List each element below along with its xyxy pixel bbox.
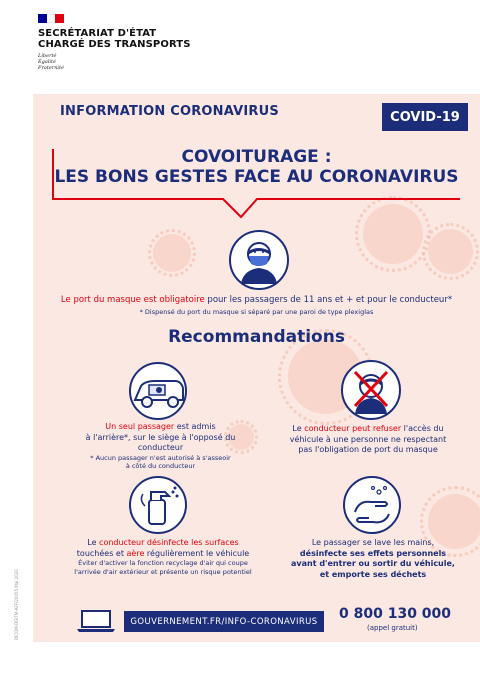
reco4-line-3: avant d'entrer ou sortir du véhicule, xyxy=(291,559,455,568)
masked-person-icon xyxy=(229,230,289,290)
phone-number[interactable]: 0 800 130 000 xyxy=(339,606,452,622)
marianne-flag-icon xyxy=(38,14,64,23)
hand-washing-icon xyxy=(343,476,401,534)
reco2-prefix: Le xyxy=(292,424,305,433)
reco3-note-1: Éviter d'activer la fonction recyclage d'air qui coupe xyxy=(78,559,248,567)
reco3-highlight-1: conducteur désinfecte les surfaces xyxy=(99,538,239,547)
ministry-line-2: CHARGÉ DES TRANSPORTS xyxy=(38,39,191,50)
recommendations-title: Recommandations xyxy=(168,327,345,347)
motto-liberte: Liberté xyxy=(38,53,57,59)
poster-panel xyxy=(33,94,480,642)
virus-illustration-icon xyxy=(153,234,191,272)
mask-rule xyxy=(33,295,480,305)
reco-disinfect-surfaces xyxy=(73,538,253,576)
reco1-line-2: à l'arrière*, sur le siège à l'opposé du conducteur xyxy=(85,432,236,452)
headline-line-2: LES BONS GESTES FACE AU CORONAVIRUS xyxy=(54,167,459,187)
reco-passenger-wash xyxy=(283,538,463,580)
reco3-line-2 xyxy=(73,549,253,560)
reco3-highlight-2: aère xyxy=(126,548,145,558)
header xyxy=(0,0,480,90)
virus-illustration-icon xyxy=(428,229,473,274)
phone-note: (appel gratuit) xyxy=(367,624,418,632)
reco4-line-1: Le passager se lave les mains, xyxy=(311,538,435,547)
info-title: INFORMATION CORONAVIRUS xyxy=(60,104,279,119)
reco2-highlight: conducteur peut refuser xyxy=(304,424,402,433)
ministry-line-1: SECRÉTARIAT D'ÉTAT xyxy=(38,28,157,39)
headline-line-1: COVOITURAGE : xyxy=(181,147,332,167)
ministry-name xyxy=(38,28,191,50)
reco4-line-2: désinfecte ses effets personnels xyxy=(299,548,447,558)
reco1-rest: est admis xyxy=(174,422,216,431)
reco2-line-2: véhicule à une personne ne respectant xyxy=(289,434,447,444)
laptop-icon xyxy=(75,609,117,633)
mask-rule-rest: pour les passagers de 11 ans et + et pour le conducteur* xyxy=(204,295,453,305)
reco2-line-1 xyxy=(273,424,463,435)
reco3-prefix: Le xyxy=(87,538,100,547)
mask-rule-highlight: Le port du masque est obligatoire xyxy=(60,295,205,305)
no-mask-refused-icon xyxy=(341,360,401,420)
document-reference-code: DICOM-DGITM-AFF/20055 Mai 2020 xyxy=(14,569,19,640)
reco3-mid: touchées et xyxy=(76,548,127,558)
spray-disinfect-icon xyxy=(129,476,187,534)
reco1-note-2: à côté du conducteur xyxy=(125,462,196,470)
reco1-line-1 xyxy=(73,422,248,433)
reco-driver-refuse xyxy=(273,424,463,456)
reco3-line-1 xyxy=(73,538,253,549)
reco1-highlight: Un seul passager xyxy=(105,422,175,431)
reco3-rest: régulièrement le véhicule xyxy=(144,548,250,558)
reco-single-passenger xyxy=(73,422,248,471)
covid-badge: COVID-19 xyxy=(382,103,468,131)
reco4-line-4: et emporte ses déchets xyxy=(319,569,427,579)
website-link[interactable]: GOUVERNEMENT.FR/INFO-CORONAVIRUS xyxy=(124,611,324,632)
reco1-note-1: * Aucun passager n'est autorisé à s'asseoir xyxy=(90,453,231,462)
reco3-note-2: l'arrivée d'air extérieur et présente un risque potentiel xyxy=(74,567,252,576)
reco2-rest: l'accès du xyxy=(401,424,444,433)
mask-note: * Dispensé du port du masque si séparé par une paroi de type plexiglas xyxy=(139,308,374,316)
motto-egalite: Égalité xyxy=(38,59,56,65)
car-passenger-icon xyxy=(129,362,187,420)
republic-motto xyxy=(38,53,64,71)
reco2-line-3: pas l'obligation de port du masque xyxy=(298,445,438,454)
motto-fraternite: Fraternité xyxy=(38,65,64,71)
